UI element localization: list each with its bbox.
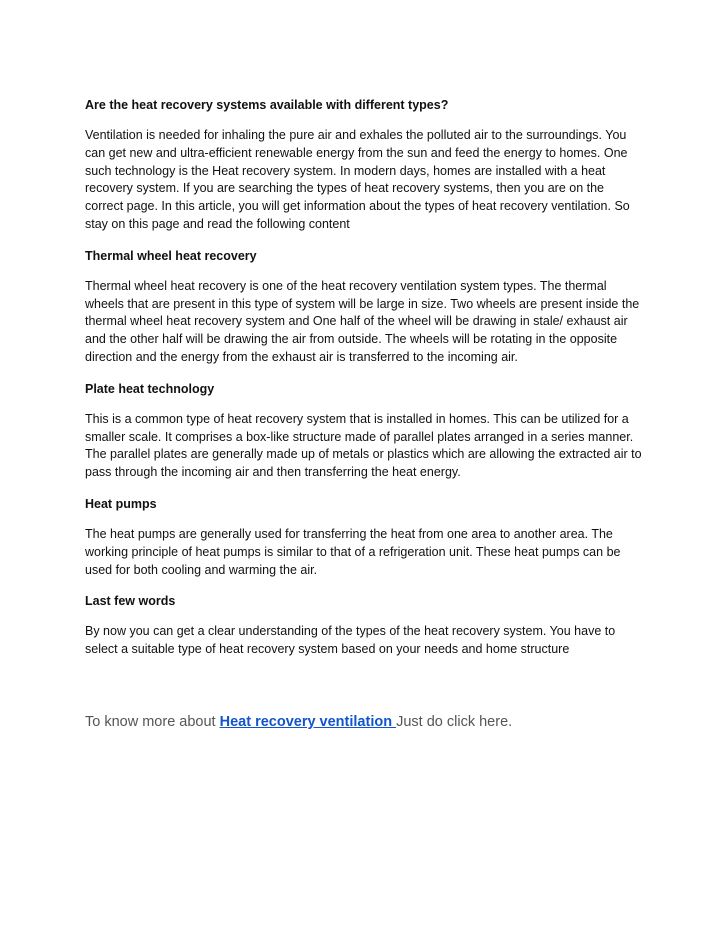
spacer: [85, 672, 645, 712]
section-heading-thermal-wheel: Thermal wheel heat recovery: [85, 248, 257, 263]
section-heading-last-words: Last few words: [85, 594, 176, 609]
section-heading-heat-pumps: Heat pumps: [85, 496, 157, 511]
section-body-last-words: By now you can get a clear understanding of the types of the heat recovery system. You have to select a suitable type of heat recovery system based on your needs and home structure: [85, 624, 616, 657]
heat-recovery-ventilation-link[interactable]: Heat recovery ventilation: [219, 713, 397, 730]
section-body-plate-heat: This is a common type of heat recovery system that is installed in homes. This can be utilized for a smaller scale. It comprises a box-like structure made of parallel plates arranged in a series manner. The parallel plates are generally made up of metals or plastics which are allowing the extracted air to pass through the incoming air and then transferring the heat energy.: [85, 411, 642, 480]
article-title: Are the heat recovery systems available with different types?: [85, 98, 449, 112]
cta-prefix: To know more about: [85, 713, 220, 730]
section-body-thermal-wheel: Thermal wheel heat recovery is one of the heat recovery ventilation system types. The thermal wheels that are present in this type of system will be large in size. Two wheels are present inside the thermal wheel heat recovery system and One half of the wheel will be drawing in stale/ exhaust air and the other half will be drawing the air from outside. The wheels will be rotating in the opposite direction and the energy from the exhaust air is transferred to the incoming air.: [85, 278, 640, 364]
document-page: [85, 96, 645, 732]
section-body-heat-pumps: The heat pumps are generally used for transferring the heat from one area to another area. The working principle of heat pumps is similar to that of a refrigeration unit. These heat pumps can be used for both cooling and warming the air.: [85, 526, 621, 577]
cta-line: [85, 712, 645, 732]
section-heading-plate-heat: Plate heat technology: [85, 381, 215, 396]
cta-suffix: Just do click here.: [396, 713, 513, 730]
intro-paragraph: Ventilation is needed for inhaling the pure air and exhales the polluted air to the surroundings. You can get new and ultra-efficient renewable energy from the sun and feed the energy to homes. One such technology is the Heat recovery system. In modern days, homes are installed with a heat recovery system. If you are searching the types of heat recovery systems, then you are on the correct page. In this article, you will get information about the types of heat recovery ventilation. So stay on this page and read the following content: [85, 128, 630, 231]
